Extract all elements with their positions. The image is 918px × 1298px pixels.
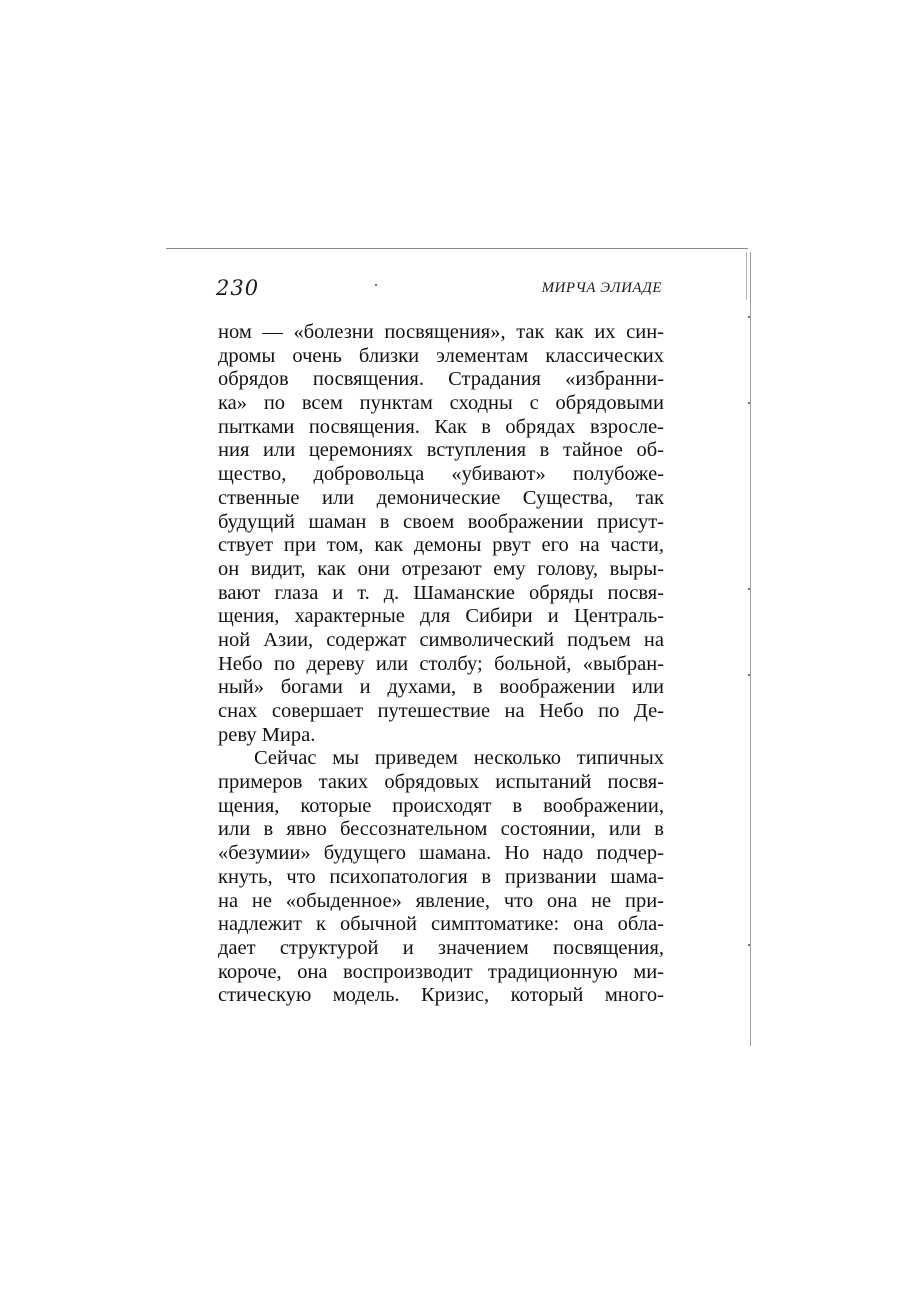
page-top-edge [166,248,748,249]
scan-speck [748,402,750,404]
text-line: короче, она воспроизводит традиционную ми- [218,960,664,983]
text-line: щения, которые происходят в воображении, [218,794,664,817]
text-line: дает структурой и значением посвящения, [218,936,664,959]
text-line: он видит, как они отрезают ему голову, выры- [218,557,664,580]
text-line: реву Мира. [218,723,316,746]
text-line: ном — «болезни посвящения», так как их син- [218,321,664,343]
running-title: МИРЧА ЭЛИАДЕ [541,280,662,296]
text-line: надлежит к обычной симптоматике: она обла- [218,913,664,936]
page-right-edge [750,252,751,1046]
text-line: снах совершает путешествие на Небо по Де- [218,700,664,722]
scan-speck [748,316,750,318]
paragraph [218,747,664,1008]
scan-speck [748,588,750,590]
text-line: стическую модель. Кризис, который много- [218,984,664,1007]
text-line: кнуть, что психопатология в призвании шама- [218,865,664,888]
body-text [218,321,664,1008]
text-line: на не «обыденное» явление, что она не при- [218,889,664,912]
text-line: обрядов посвящения. Страдания «избранни- [218,368,664,391]
text-line: дромы очень близки элементам классических [218,344,664,367]
text-line: щения, характерные для Сибири и Централь- [218,605,664,628]
text-line: Сейчас мы приведем несколько типичных [254,747,664,770]
text-line: ствует при том, как демоны рвут его на части, [218,534,664,557]
text-line: или в явно бессознательном состоянии, или в [218,818,664,841]
text-line: пытками посвящения. Как в обрядах взросле- [218,415,664,438]
text-line: ственные или демонические Существа, так [218,486,664,509]
scan-speck [748,674,750,676]
text-line: ка» по всем пунктам сходны с обрядовыми [218,392,664,415]
paragraph [218,321,664,747]
text-line: щество, добровольца «убивают» полубоже- [218,463,664,486]
page-right-edge-shadow [746,252,747,300]
page-number: 230 [216,276,260,300]
text-line: ния или церемониях вступления в тайное об- [218,439,664,462]
text-line: ной Азии, содержат символический подъем на [218,628,664,651]
text-line: «безумии» будущего шамана. Но надо подчер- [218,842,664,865]
text-line: примеров таких обрядовых испытаний посвя- [218,771,664,794]
text-line: будущий шаман в своем воображении присут- [218,510,664,533]
text-line: Небо по дереву или столбу; больной, «выбран- [218,652,664,675]
scan-speck [748,944,750,946]
running-header [216,276,662,306]
text-line: вают глаза и т. д. Шаманские обряды посвя- [218,581,664,604]
text-line: ный» богами и духами, в воображении или [218,676,664,699]
